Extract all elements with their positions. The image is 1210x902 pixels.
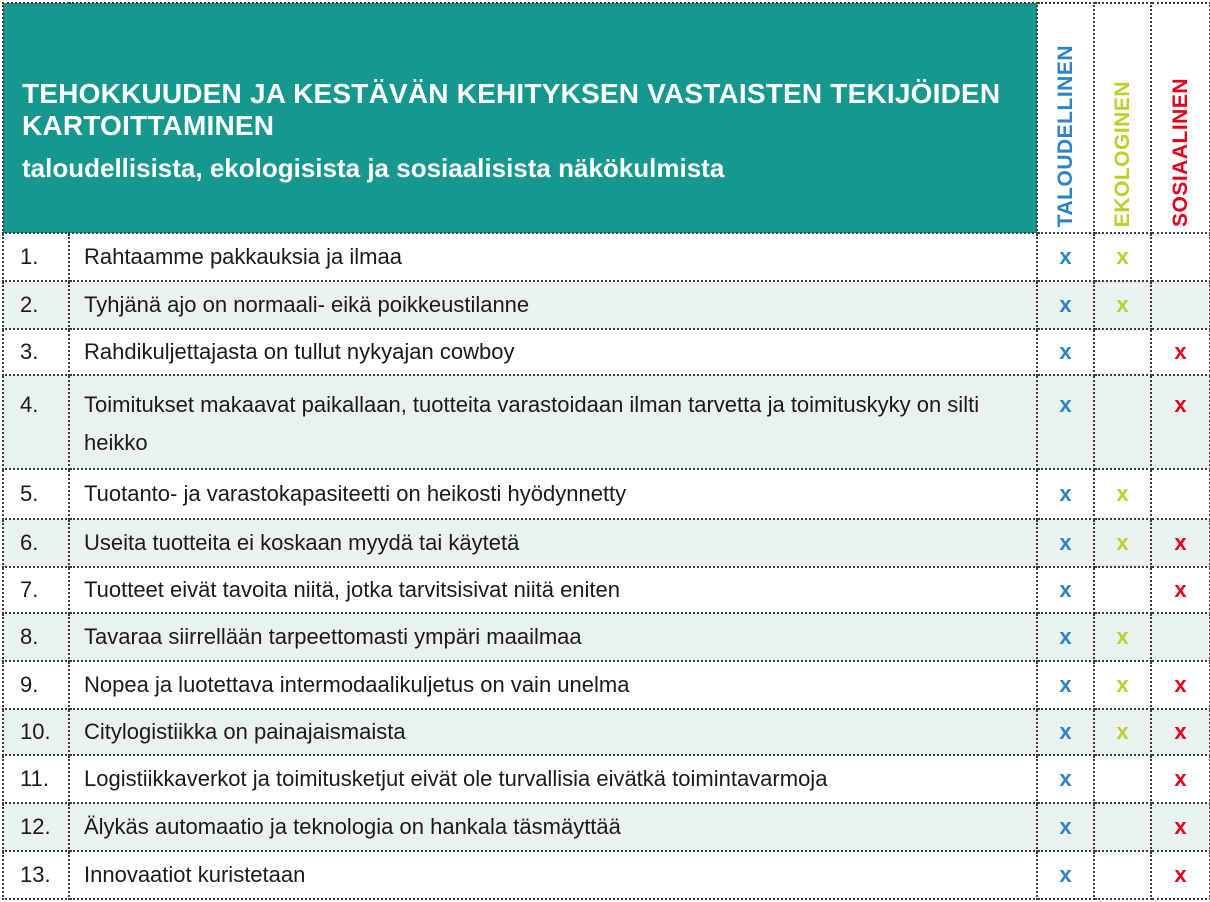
- table-row: [3, 281, 1210, 329]
- table-row: [3, 755, 1210, 803]
- mark-ekologinen: x: [1094, 469, 1151, 519]
- mark-ekologinen: x: [1094, 613, 1151, 661]
- row-text: Citylogistiikka on painajaismaista: [69, 709, 1037, 755]
- mark-sosiaalinen: x: [1151, 803, 1210, 851]
- row-text: Tyhjänä ajo on normaali- eikä poikkeustilanne: [69, 281, 1037, 329]
- mark-sosiaalinen: [1151, 469, 1210, 519]
- mark-taloudellinen: x: [1037, 709, 1094, 755]
- mark-taloudellinen: x: [1037, 803, 1094, 851]
- row-text: Tuotteet eivät tavoita niitä, jotka tarvitsisivat niitä eniten: [69, 567, 1037, 613]
- table-row: [3, 469, 1210, 519]
- mark-taloudellinen: x: [1037, 281, 1094, 329]
- table-subtitle: taloudellisista, ekologisista ja sosiaalisista näkökulmista: [22, 153, 725, 183]
- row-number: 4.: [3, 375, 69, 469]
- row-number: 6.: [3, 519, 69, 567]
- mark-ekologinen: [1094, 851, 1151, 899]
- mark-sosiaalinen: x: [1151, 329, 1210, 375]
- mark-taloudellinen: x: [1037, 567, 1094, 613]
- table-row: [3, 329, 1210, 375]
- table-row: [3, 233, 1210, 281]
- table-row: [3, 375, 1210, 469]
- mark-ekologinen: x: [1094, 281, 1151, 329]
- mark-sosiaalinen: x: [1151, 709, 1210, 755]
- mark-sosiaalinen: x: [1151, 755, 1210, 803]
- row-number: 9.: [3, 661, 69, 709]
- table-title-cell: [3, 3, 1037, 233]
- mark-taloudellinen: x: [1037, 469, 1094, 519]
- mark-taloudellinen: x: [1037, 233, 1094, 281]
- mark-ekologinen: x: [1094, 233, 1151, 281]
- mark-ekologinen: x: [1094, 519, 1151, 567]
- column-label-ekologinen: EKOLOGINEN: [1110, 80, 1134, 227]
- mark-sosiaalinen: x: [1151, 851, 1210, 899]
- mark-taloudellinen: x: [1037, 661, 1094, 709]
- mark-taloudellinen: x: [1037, 613, 1094, 661]
- mark-ekologinen: [1094, 567, 1151, 613]
- table-row: [3, 661, 1210, 709]
- mark-sosiaalinen: [1151, 233, 1210, 281]
- row-text: Innovaatiot kuristetaan: [69, 851, 1037, 899]
- mark-ekologinen: [1094, 375, 1151, 469]
- column-header-sosiaalinen: [1151, 3, 1210, 233]
- mark-sosiaalinen: x: [1151, 519, 1210, 567]
- mark-sosiaalinen: x: [1151, 661, 1210, 709]
- row-text: Tavaraa siirrellään tarpeettomasti ympäri maailmaa: [69, 613, 1037, 661]
- row-text: Tuotanto- ja varastokapasiteetti on heikosti hyödynnetty: [69, 469, 1037, 519]
- row-number: 3.: [3, 329, 69, 375]
- row-number: 2.: [3, 281, 69, 329]
- row-text: Logistiikkaverkot ja toimitusketjut eivät ole turvallisia eivätkä toimintavarmoja: [69, 755, 1037, 803]
- column-label-taloudellinen: TALOUDELLINEN: [1053, 44, 1077, 227]
- table-row: [3, 519, 1210, 567]
- mark-ekologinen: [1094, 803, 1151, 851]
- mark-ekologinen: [1094, 329, 1151, 375]
- mark-sosiaalinen: [1151, 281, 1210, 329]
- factors-table: [2, 2, 1210, 900]
- row-text: Rahdikuljettajasta on tullut nykyajan cowboy: [69, 329, 1037, 375]
- mark-taloudellinen: x: [1037, 329, 1094, 375]
- row-number: 12.: [3, 803, 69, 851]
- row-text: Rahtaamme pakkauksia ja ilmaa: [69, 233, 1037, 281]
- mark-ekologinen: x: [1094, 709, 1151, 755]
- mark-taloudellinen: x: [1037, 519, 1094, 567]
- column-label-sosiaalinen: SOSIAALINEN: [1168, 77, 1192, 227]
- table-title: TEHOKKUUDEN JA KESTÄVÄN KEHITYKSEN VASTAISTEN TEKIJÖIDEN KARTOITTAMINEN: [22, 78, 1001, 141]
- row-number: 10.: [3, 709, 69, 755]
- mark-ekologinen: [1094, 755, 1151, 803]
- table-row: [3, 851, 1210, 899]
- row-number: 13.: [3, 851, 69, 899]
- mark-taloudellinen: x: [1037, 755, 1094, 803]
- row-number: 1.: [3, 233, 69, 281]
- table-row: [3, 803, 1210, 851]
- row-number: 11.: [3, 755, 69, 803]
- row-text: Nopea ja luotettava intermodaalikuljetus on vain unelma: [69, 661, 1037, 709]
- mark-sosiaalinen: x: [1151, 567, 1210, 613]
- row-number: 8.: [3, 613, 69, 661]
- mark-taloudellinen: x: [1037, 851, 1094, 899]
- row-number: 7.: [3, 567, 69, 613]
- row-number: 5.: [3, 469, 69, 519]
- row-text: Toimitukset makaavat paikallaan, tuotteita varastoidaan ilman tarvetta ja toimituskyky on silti heikko: [69, 375, 1037, 469]
- mark-ekologinen: x: [1094, 661, 1151, 709]
- row-text: Useita tuotteita ei koskaan myydä tai käytetä: [69, 519, 1037, 567]
- mark-taloudellinen: x: [1037, 375, 1094, 469]
- table-row: [3, 567, 1210, 613]
- table-header-row: [3, 3, 1210, 233]
- mark-sosiaalinen: x: [1151, 375, 1210, 469]
- column-header-ekologinen: [1094, 3, 1151, 233]
- row-text: Älykäs automaatio ja teknologia on hankala täsmäyttää: [69, 803, 1037, 851]
- mark-sosiaalinen: [1151, 613, 1210, 661]
- table-row: [3, 709, 1210, 755]
- column-header-taloudellinen: [1037, 3, 1094, 233]
- table-row: [3, 613, 1210, 661]
